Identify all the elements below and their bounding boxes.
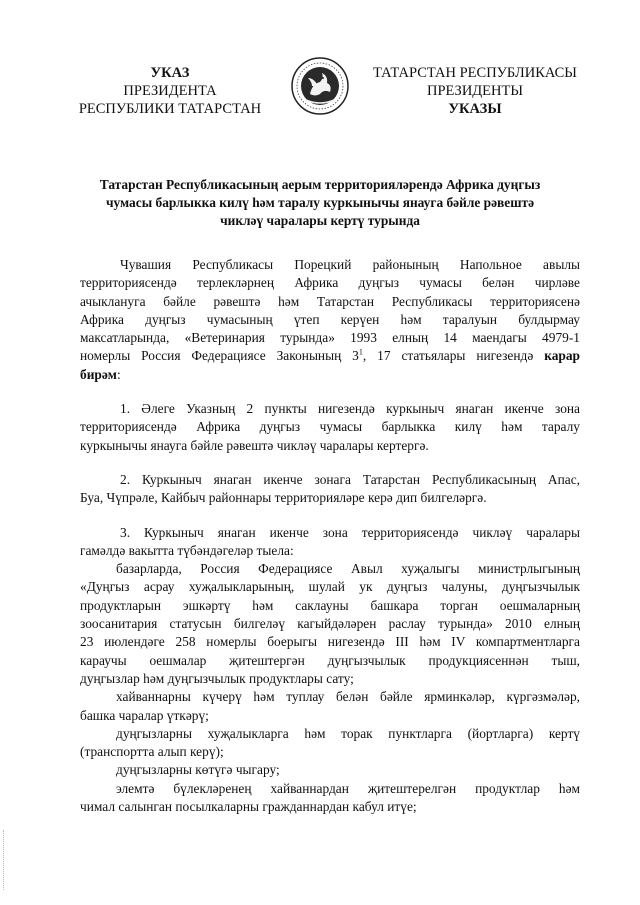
bazaar-line-5: 23 июлендәге 258 номерлы боерыгы нигезендә III һәм IV компартментларга [80,634,580,650]
bazaar-line-2: «Дуңгыз асрау хуҗалыкларының, шулай ук дуңгыз чалуны, дуңгызчылык [80,579,580,595]
item-1 [80,400,580,455]
header-left-line-1: УКАЗ [150,65,190,81]
title-line-3: чикләү чаралары кертү турында [220,213,420,228]
header-right-line-3: УКАЗЫ [448,101,502,117]
title-line-1: Татарстан Республикасының аерым территорияләрендә Африка дуңгыз [99,177,541,192]
bazaar-line-7: дуңгызлар һәм дуңгызчылык продуктлары сату; [80,670,354,686]
decree-body [80,256,580,816]
import-line-2: (транспортта алып керү); [80,744,224,760]
fairs-line-1: хайваннарны күчерү һәм туплау белән бәйле ярминкәләр, күргәзмәләр, [116,689,580,705]
parcels-line-2: чимал салынган посылкаларны гражданнардан кабул итүе; [80,799,417,815]
preamble-line-6-superscript: 1 [358,348,363,358]
item-2-line-1: 2. Куркыныч янаган икенче зонага Татарстан Республикасының Апас, [120,471,580,487]
preamble-line-6 [80,347,580,365]
item-3-line-2: гамәлдә вакытта түбәндәгеләр тыела: [80,542,294,558]
preamble-line-1: Чувашия Республикасы Порецкий районының Напольное авылы [120,257,580,272]
preamble-biram: бирәм [80,366,117,382]
preamble-line-3: ачыклануга бәйле рәвештә һәм Татарстан Республикасы территориясенә [80,293,580,309]
preamble-line-7 [80,366,580,384]
preamble-karar: карар [544,348,580,364]
item-2 [80,471,580,508]
bazaar-line-6: караучы оешмалар җитештергән дуңгызчылык продукциясеннән тыш, [80,652,580,668]
preamble-line-2: территориясендә терлекләрнең Африка дуңгыз чумасы белән чирләве [80,275,580,291]
coat-of-arms-tatarstan-icon [290,56,350,116]
preamble [80,256,580,384]
item-1-line-1: 1. Әлеге Указның 2 пункты нигезендә куркыныч янаган икенче зона [120,401,580,417]
item-1-line-2: территориясендә Африка дуңгыз чумасы барлыкка килү һәм таралу [80,419,580,435]
preamble-line-5: максатларында, «Ветеринария турында» 1993 елның 14 маендагы 4979-1 [80,330,580,346]
header-left-line-2: ПРЕЗИДЕНТА [123,83,217,99]
item-1-line-3: куркынычы янауга бәйле рәвештә чикләү чаралары кертергә. [80,437,429,453]
decree-title [62,176,578,230]
item-3 [80,524,580,817]
bazaar-line-4: зоосанитария статусын билгеләү кагыйдәләрен раслау турында» 2010 елның [80,616,580,632]
pasture-line: дуңгызларны көтүгә чыгару; [116,762,280,778]
item-3-line-1: 3. Куркыныч янаган икенче зона территориясендә чикләү чаралары [120,524,580,540]
item-2-line-2: Буа, Чүпрәле, Кайбыч районнары территорияләре керә дип билгеләргә. [80,490,487,506]
import-line-1: дуңгызларны хуҗалыкларга һәм торак пунктларга (йортларга) кертү [116,725,580,741]
parcels-line-1: элемтә бүлекләренең хайваннардан җитештерелгән продуктлар һәм [116,780,580,796]
bazaar-line-3: продуктларын эшкәртү һәм саклауны башкара торган оешмаларның [80,597,580,613]
preamble-line-6-text-after: , 17 статьялары нигезендә [362,348,534,364]
bazaar-line-1: базарларда, Россия Федерациясе Авыл хуҗалыгы министрлыгының [116,561,580,577]
header-right-line-1: ТАТАРСТАН РЕСПУБЛИКАСЫ [373,65,577,81]
fairs-line-2: башка чаралар үткәрү; [80,707,209,723]
header-russian [70,64,270,118]
header-right-line-2: ПРЕЗИДЕНТЫ [426,83,524,99]
preamble-line-4: Африка дуңгыз чумасының үтеп керүен һәм таралуын булдырмау [80,311,580,327]
header-tatar [355,64,595,118]
scan-margin-mark [3,830,6,890]
title-line-2: чумасы барлыкка килү һәм таралу куркынычы янауга бәйле рәвештә [105,195,535,210]
preamble-colon: : [116,366,121,382]
header-left-line-3: РЕСПУБЛИКИ ТАТАРСТАН [78,101,262,117]
preamble-line-6-text: номерлы Россия Федерациясе Законының 3 [80,348,359,364]
